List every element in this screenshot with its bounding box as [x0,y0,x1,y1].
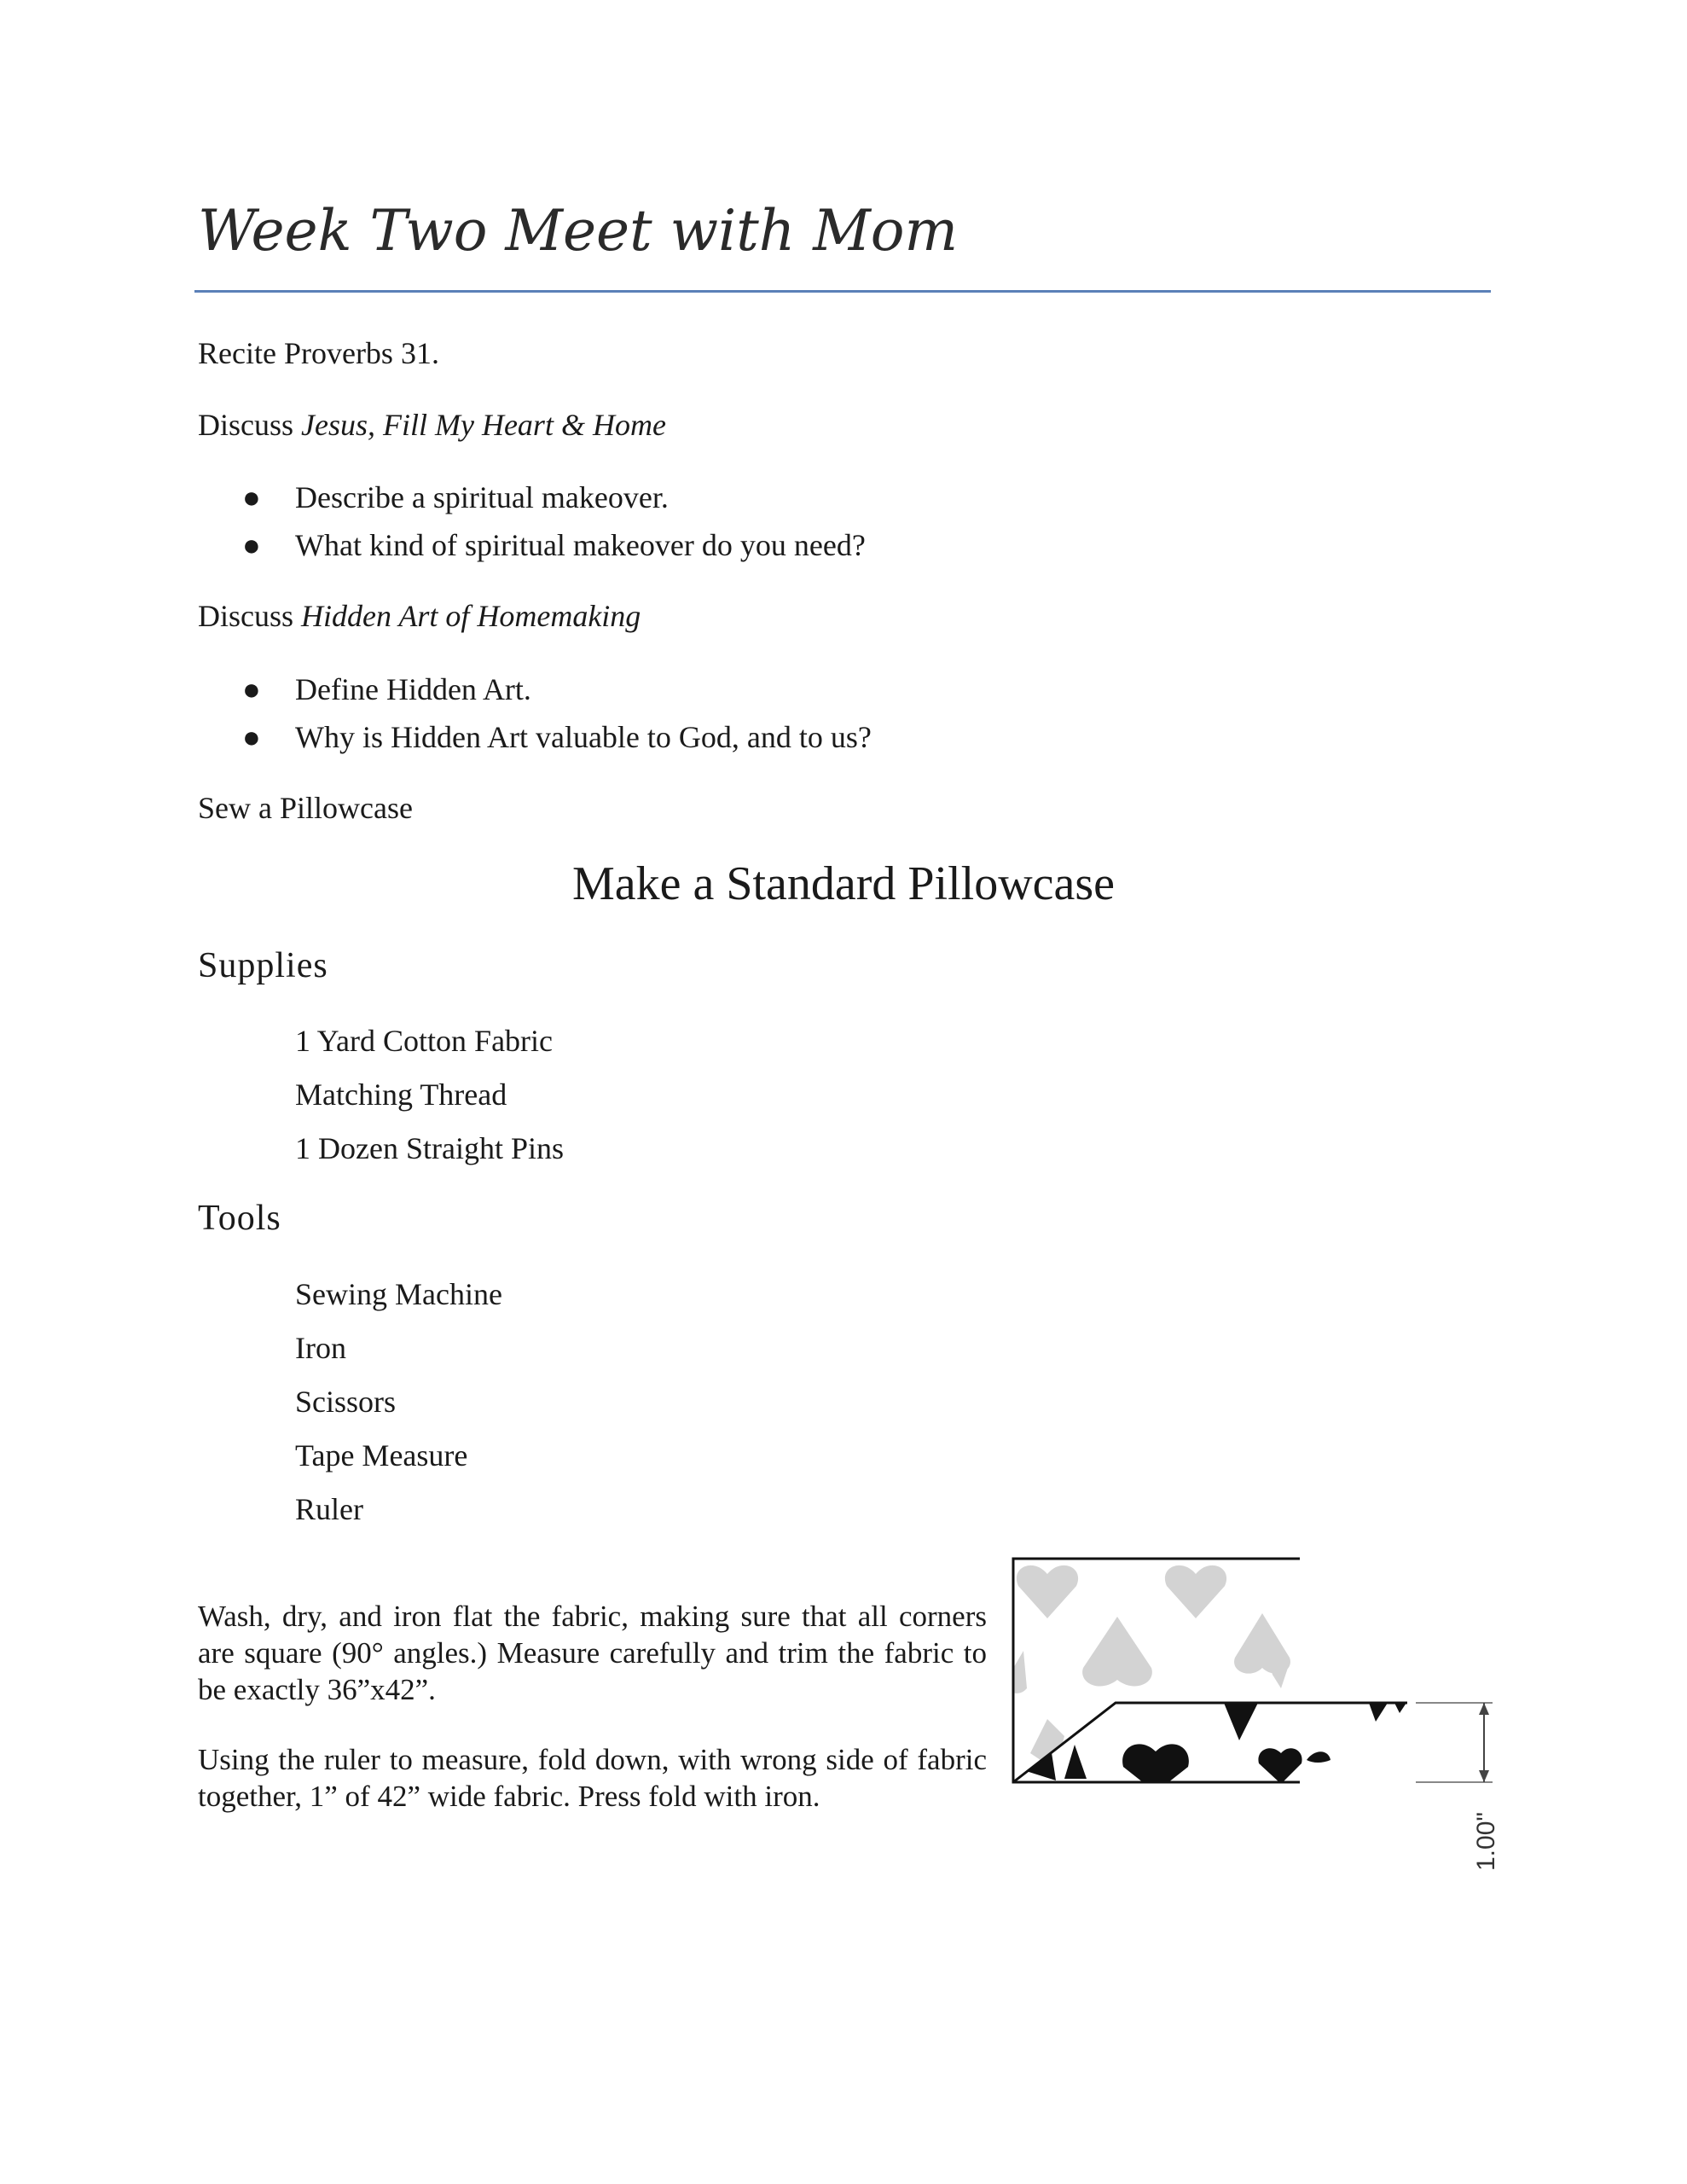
recite-text: Recite Proverbs 31. [198,336,439,370]
bullet-icon: ● [242,720,261,754]
discuss-line-1 [198,406,666,444]
discuss-prefix: Discuss [198,599,302,633]
bullet-text: What kind of spiritual makeover do you need? [295,528,866,562]
list-item: 1 Yard Cotton Fabric [295,1024,554,1058]
bullet-icon: ● [242,672,261,706]
bullet-icon: ● [242,480,261,514]
instruction-paragraph: Using the ruler to measure, fold down, with wrong side of fabric together, 1” of 42” wide fabric. Press fold with iron. [198,1743,987,1813]
list-item: Scissors [295,1385,397,1419]
list-item: Tape Measure [295,1438,468,1472]
sew-text: Sew a Pillowcase [198,791,413,825]
bullet-icon: ● [242,528,261,562]
instruction-paragraph: Wash, dry, and iron flat the fabric, making sure that all corners are square (90° angles.) Measure carefully and trim the fabric to be exactly 36”x42”. [198,1600,987,1706]
list-item: Matching Thread [295,1077,507,1112]
supplies-heading: Supplies [198,946,328,985]
tools-heading: Tools [198,1199,281,1238]
page-title: Week Two Meet with Mom [198,198,959,264]
list-item [242,479,669,516]
dimension-label: 1.00" [1472,1811,1500,1871]
bullet-text: Why is Hidden Art valuable to God, and to us? [295,720,872,754]
project-title: Make a Standard Pillowcase [571,857,1116,910]
discuss-line-2 [198,597,641,635]
list-item: Ruler [295,1492,363,1526]
fold-diagram [1006,1548,1518,1881]
list-item: Sewing Machine [295,1277,502,1311]
bullet-text: Describe a spiritual makeover. [295,480,669,514]
discuss-prefix: Discuss [198,408,302,442]
list-item: 1 Dozen Straight Pins [295,1131,564,1165]
list-item [242,526,866,564]
list-item [242,671,531,708]
title-divider [194,290,1491,293]
bullet-text: Define Hidden Art. [295,672,531,706]
book-title: Hidden Art of Homemaking [301,599,641,633]
list-item [242,718,872,756]
list-item: Iron [295,1331,346,1365]
book-title: Jesus, Fill My Heart & Home [301,408,666,442]
